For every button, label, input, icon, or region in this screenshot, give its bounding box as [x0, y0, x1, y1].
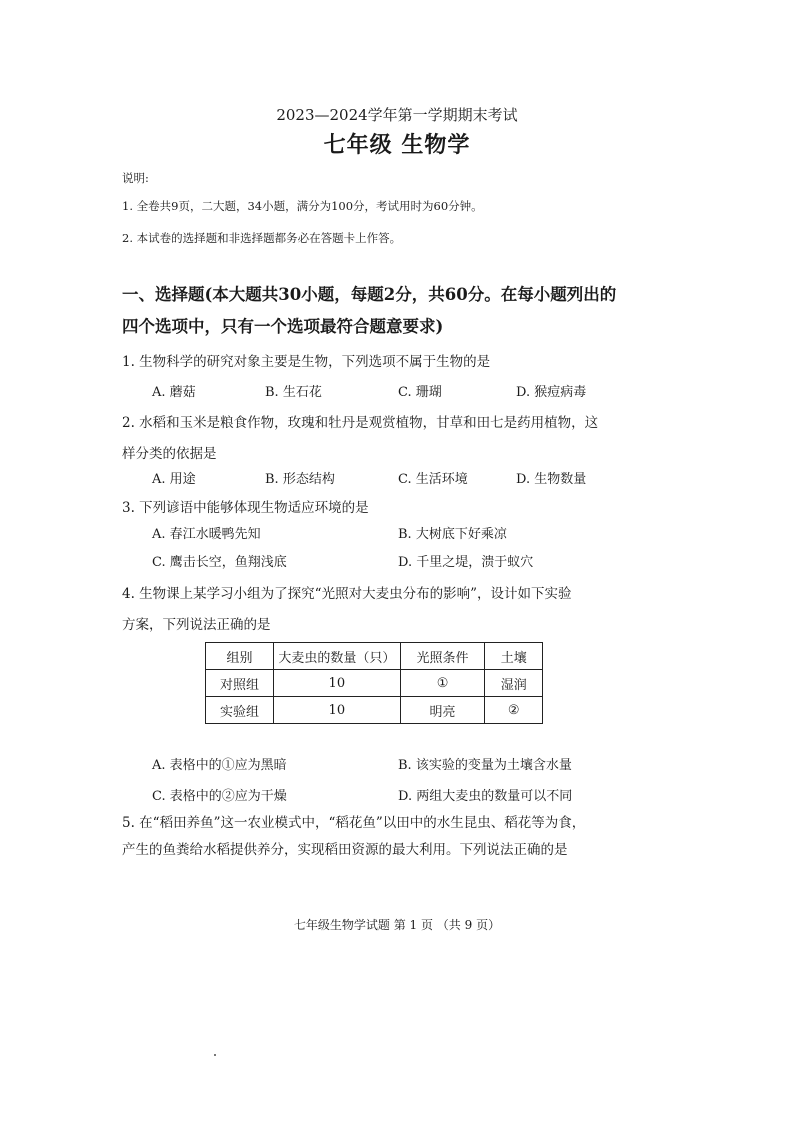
table-header-row [206, 643, 543, 670]
page-footer: 七年级生物学试题 第 1 页 （共 9 页） [293, 918, 501, 932]
q3-option-d: D. 千里之堤，溃于蚁穴 [398, 555, 534, 570]
q4-option-d: D. 两组大麦虫的数量可以不同 [398, 789, 573, 804]
note-item-1: 1. 全卷共9页，二大题，34小题，满分为100分，考试用时为60分钟。 [122, 199, 483, 213]
table-header-cell: 光照条件 [400, 643, 485, 670]
q3-option-c: C. 鹰击长空，鱼翔浅底 [152, 555, 287, 570]
table-cell: 10 [274, 670, 401, 697]
scan-speck [214, 1054, 216, 1056]
question-5-stem-line2: 产生的鱼粪给水稻提供养分，实现稻田资源的最大利用。下列说法正确的是 [122, 842, 568, 858]
q3-option-b: B. 大树底下好乘凉 [398, 527, 507, 542]
table-cell: 明亮 [400, 697, 485, 724]
question-4-stem-line1: 4. 生物课上某学习小组为了探究“光照对大麦虫分布的影响”，设计如下实验 [122, 586, 572, 602]
q4-option-c: C. 表格中的②应为干燥 [152, 789, 287, 804]
notes-label: 说明: [122, 171, 149, 185]
note-item-2: 2. 本试卷的选择题和非选择题都务必在答题卡上作答。 [122, 231, 402, 245]
table-header-cell: 大麦虫的数量（只） [274, 643, 401, 670]
table-header-cell: 土壤 [485, 643, 543, 670]
q2-option-b: B. 形态结构 [265, 472, 335, 487]
q1-option-a: A. 蘑菇 [152, 385, 196, 400]
question-4-stem-line2: 方案，下列说法正确的是 [122, 617, 271, 633]
q3-option-a: A. 春江水暖鸭先知 [152, 527, 261, 542]
table-cell: 实验组 [206, 697, 274, 724]
question-2-stem-line2: 样分类的依据是 [122, 446, 217, 462]
table-row [206, 670, 543, 697]
question-2-stem-line1: 2. 水稻和玉米是粮食作物，玫瑰和牡丹是观赏植物，甘草和田七是药用植物，这 [122, 415, 599, 431]
q4-option-b: B. 该实验的变量为土壤含水量 [398, 758, 572, 773]
table-cell: ① [400, 670, 485, 697]
table-cell: 10 [274, 697, 401, 724]
table-cell: 湿润 [485, 670, 543, 697]
experiment-table [205, 642, 543, 724]
table-cell: ② [485, 697, 543, 724]
q1-option-b: B. 生石花 [265, 385, 322, 400]
q1-option-c: C. 珊瑚 [398, 385, 442, 400]
q1-option-d: D. 猴痘病毒 [516, 385, 587, 400]
exam-year-line: 2023—2024学年第一学期期末考试 [276, 106, 518, 124]
table-header-cell: 组别 [206, 643, 274, 670]
table-cell: 对照组 [206, 670, 274, 697]
q2-option-a: A. 用途 [152, 472, 196, 487]
question-1-stem: 1. 生物科学的研究对象主要是生物，下列选项不属于生物的是 [122, 354, 491, 370]
section-heading-line2: 四个选项中，只有一个选项最符合题意要求) [122, 317, 444, 336]
question-5-stem-line1: 5. 在“稻田养鱼”这一农业模式中，“稻花鱼”以田中的水生昆虫、稻花等为食， [122, 815, 586, 831]
q4-option-a: A. 表格中的①应为黑暗 [152, 758, 287, 773]
exam-title: 七年级 生物学 [323, 132, 471, 158]
q2-option-c: C. 生活环境 [398, 472, 468, 487]
question-3-stem: 3. 下列谚语中能够体现生物适应环境的是 [122, 500, 369, 516]
q2-option-d: D. 生物数量 [516, 472, 587, 487]
table-row [206, 697, 543, 724]
section-heading-line1: 一、选择题(本大题共30小题，每题2分，共60分。在每小题列出的 [122, 285, 617, 304]
